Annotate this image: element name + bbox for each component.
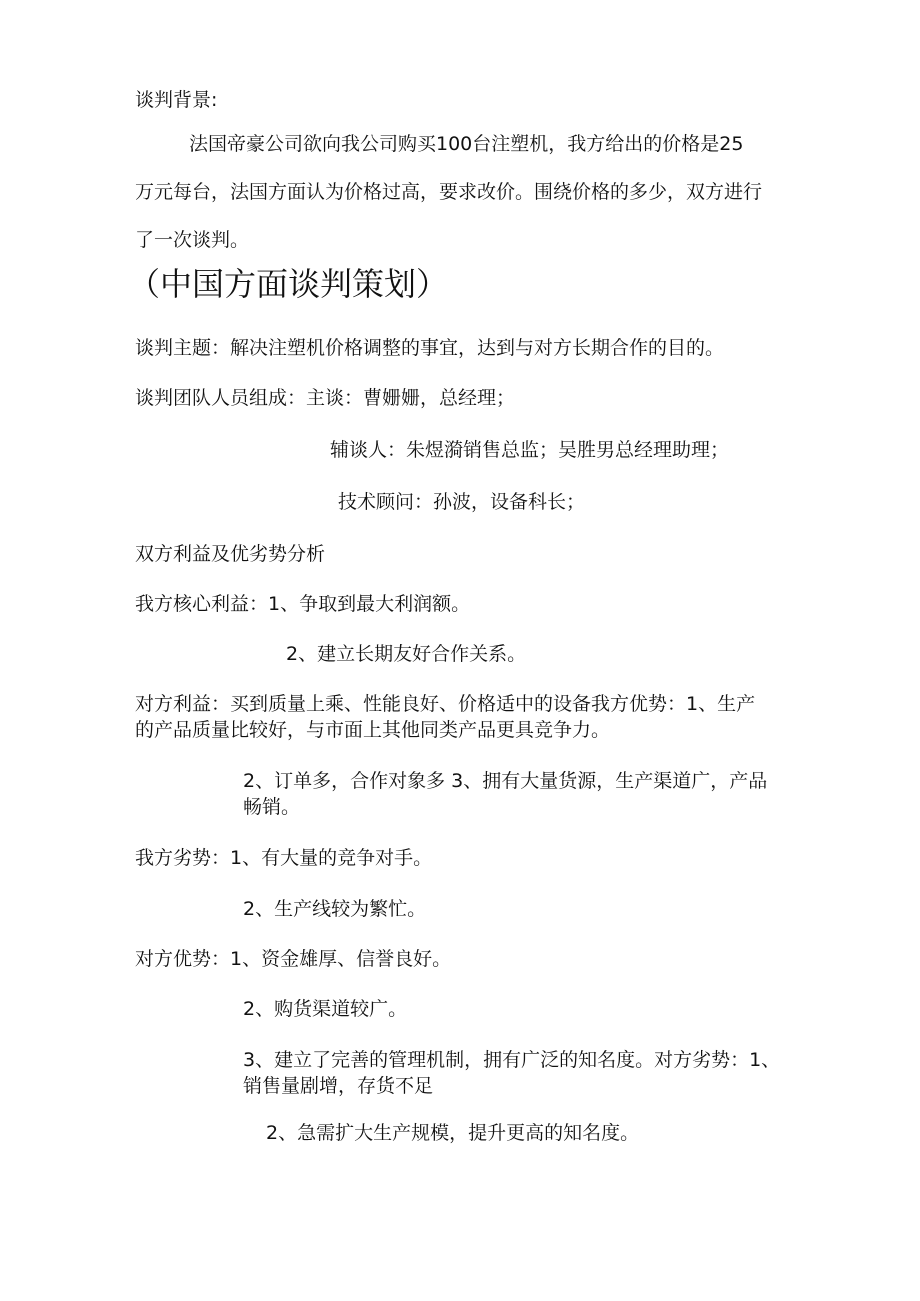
background-paragraph-line-2: 万元每台，法国方面认为价格过高，要求改价。围绕价格的多少，双方进行 xyxy=(135,181,763,203)
our-weakness-1: 我方劣势：1、有大量的竞争对手。 xyxy=(135,847,433,869)
our-weakness-2: 2、生产线较为繁忙。 xyxy=(243,898,427,920)
team-assist-line: 辅谈人：朱煜漪销售总监；吴胜男总经理助理； xyxy=(330,439,730,461)
theme-line: 谈判主题：解决注塑机价格调整的事宜，达到与对方长期合作的目的。 xyxy=(135,337,725,359)
page-title: （中国方面谈判策划） xyxy=(128,265,449,303)
team-main-line: 谈判团队人员组成：主谈：曹姗姗，总经理； xyxy=(135,387,516,409)
analysis-heading: 双方利益及优劣势分析 xyxy=(135,543,326,565)
background-paragraph-line-1: 法国帝豪公司欲向我公司购买100台注塑机，我方给出的价格是25 xyxy=(189,133,744,155)
our-interest-1: 我方核心利益：1、争取到最大利润额。 xyxy=(135,593,471,615)
their-advantage-3-line-2: 销售量剧增，存货不足 xyxy=(243,1075,434,1097)
background-paragraph-line-3: 了一次谈判。 xyxy=(135,229,250,251)
their-advantage-1: 对方优势：1、资金雄厚、信誉良好。 xyxy=(135,948,452,970)
our-interest-2: 2、建立长期友好合作关系。 xyxy=(286,643,527,665)
team-tech-line: 技术顾问：孙波，设备科长； xyxy=(338,491,586,513)
their-advantage-3-line-1: 3、建立了完善的管理机制，拥有广泛的知名度。对方劣势：1、 xyxy=(243,1049,781,1071)
their-interest-line-2: 的产品质量比较好，与市面上其他同类产品更具竞争力。 xyxy=(135,719,611,741)
background-heading: 谈判背景: xyxy=(135,89,218,111)
our-advantage-line-2: 畅销。 xyxy=(243,796,301,818)
their-interest-line-1: 对方利益：买到质量上乘、性能良好、价格适中的设备我方优势：1、生产 xyxy=(135,693,756,715)
our-advantage-line-1: 2、订单多，合作对象多 3、拥有大量货源，生产渠道广，产品 xyxy=(243,770,768,792)
their-advantage-2: 2、购货渠道较广。 xyxy=(243,998,408,1020)
their-weakness-2: 2、急需扩大生产规模，提升更高的知名度。 xyxy=(266,1122,640,1144)
